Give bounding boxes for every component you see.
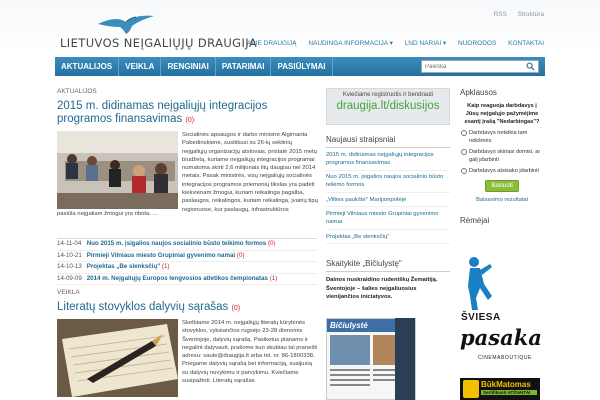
poll-title: Apklausos (460, 88, 497, 97)
magazine-teaser: Dainos nuskraidino rudeniškų Žemaitiją. Šventojoje – šalies neįgaliuosius vienijančios iniciatyvos. (326, 277, 438, 300)
menu-item-news[interactable]: AKTUALIJOS (55, 57, 119, 76)
site-header (0, 0, 600, 56)
news-date: 14-10-21 (57, 251, 82, 259)
menu-item-offers[interactable]: PASIŪLYMAI (271, 57, 332, 76)
poll-option-label: Darbdavys neteikia tam reikšmės (469, 130, 528, 144)
list-item (57, 251, 317, 263)
latest-articles-title: Naujausi straipsniai (326, 135, 450, 148)
news-date: 14-11-04 (57, 240, 82, 247)
sviesa-logo-icon[interactable] (462, 256, 494, 312)
latest-article-link[interactable]: „Vilties paukštė" Marijampolėje (326, 193, 450, 207)
nav-useful-info[interactable]: NAUDINGA INFORMACIJA ▾ (308, 40, 393, 47)
comment-count: (1) (269, 274, 278, 282)
search-icon[interactable] (526, 62, 535, 71)
sponsor-pasaka-subtitle: CINEMABOUTIQUE (478, 355, 532, 361)
nav-members[interactable]: LND NARIAI ▾ (404, 40, 447, 47)
news-list (57, 238, 317, 285)
article-title[interactable] (57, 100, 317, 127)
register-text: Kviečiame registruotis ir bendrauti (342, 92, 434, 98)
article-body (57, 319, 317, 400)
latest-article-link[interactable]: Pirmieji Vilniaus miesto Grupiniai gyvenimo namai (326, 207, 450, 230)
register-banner[interactable] (326, 88, 450, 125)
reflective-figure-icon (463, 380, 479, 398)
middle-column (326, 88, 450, 244)
news-date: 14-10-13 (57, 263, 82, 270)
list-item (57, 239, 317, 251)
article-excerpt-tail: pasiūla neįgaliam žmogui yra ribota. ... (57, 211, 158, 217)
nav-links[interactable]: NUORODOS (458, 40, 497, 47)
section-label-activity: VEIKLA (57, 289, 80, 296)
magazine-name: Bičiulystė (327, 319, 415, 332)
meeting-photo[interactable] (57, 131, 178, 209)
news-link[interactable]: Projektas „Be slenksčių" (86, 263, 161, 270)
comment-count: (1) (161, 263, 170, 270)
poll-question: Kaip reaguoja darbdavys į Jūsų neįgalųjo pažymėjime esantį įrašą "Nedarbingas"? (464, 103, 540, 125)
register-link[interactable]: draugija.lt/diskusijos (336, 100, 440, 112)
comment-count: (0) (267, 240, 276, 247)
menu-item-events[interactable]: RENGINIAI (161, 57, 215, 76)
activity-section (57, 289, 317, 400)
search-input[interactable] (422, 61, 522, 72)
magazine-section (326, 259, 450, 302)
sponsor-pasaka[interactable]: pasaka (460, 325, 542, 350)
vote-button[interactable]: Balsuoti (485, 180, 518, 192)
radio-button[interactable] (461, 130, 467, 136)
poll-option[interactable] (460, 129, 544, 145)
site-name[interactable]: LIETUVOS NEĮGALIŲJŲ DRAUGIJA (60, 36, 258, 50)
comment-count: (0) (236, 251, 245, 259)
news-link[interactable]: 2014 m. Neįgaliųjų Europos lengvosios atletikos čempionatas (86, 274, 268, 282)
search-box (421, 60, 539, 73)
latest-article-link[interactable]: Nuo 2015 m. įsigalios naujos socialinio būsto teikimo formos (326, 171, 450, 194)
main-column (57, 88, 317, 285)
poll-option[interactable] (460, 167, 544, 175)
list-item (57, 274, 317, 286)
menu-item-activity[interactable]: VEIKLA (119, 57, 161, 76)
news-link[interactable]: Nuo 2015 m. įsigalios naujos socialinio būsto teikimo formos (86, 240, 267, 247)
poll-option-label: Darbdavys skiriasi domisi, ar galį įdarbinti (469, 149, 541, 163)
sidebar (460, 88, 544, 225)
list-item (57, 262, 317, 274)
poll-option-label: Darbdavys atsisako įdarbinti (469, 168, 539, 174)
rss-link[interactable]: RSS (493, 11, 507, 18)
nav-contacts[interactable]: KONTAKTAI (508, 40, 544, 47)
top-links (484, 11, 544, 18)
news-date: 14-09-09 (57, 274, 82, 282)
latest-article-link[interactable]: Projektas „Be slenksčių" (326, 230, 450, 244)
article-title-text[interactable]: Literatų stovyklos dalyvių sąrašas (57, 301, 229, 313)
sponsor-bukmatomas-name: BūkMatomas (481, 380, 531, 389)
radio-button[interactable] (461, 149, 467, 155)
latest-article-link[interactable]: 2015 m. didinamas neįgaliųjų integracijos programos finansavimas (326, 148, 450, 171)
magazine-section-title: Skaitykite „Bičiulystę" (326, 259, 450, 272)
comment-count: (0) (231, 305, 241, 312)
news-link[interactable]: Pirmieji Vilniaus miesto Grupiniai gyvenimo namai (86, 251, 236, 259)
comment-count: (0) (185, 117, 195, 124)
article-excerpt: Skelbiame 2014 m. neįgaliųjų literatų kūrybinės stovyklos, vyksiančios rugsėjo 23-28 dienomis Šventojoje, dalyvių sąrašą. Pasiketus planams ir negalint dalyvauti, prašome kuo skubiau tai pranešti adresu: saule@draugija.lt arba tel. nr. 86-1800338. Priegame dalyvių sąrašą bei informaciją, susijusią su dalyvių nuvykimu ir parvykimu. Kviečiame susipažinti. Literatų sąrašas (182, 320, 318, 385)
magazine-cover-back (395, 318, 415, 400)
section-label-news: AKTUALIJOS (57, 88, 97, 95)
pen-paper-photo[interactable] (57, 319, 178, 397)
sponsor-sviesa[interactable]: ŠVIESA (461, 312, 501, 323)
nav-about[interactable]: APIE DRAUGIJĄ (247, 40, 297, 47)
structure-link[interactable]: Struktūra (517, 11, 544, 18)
bird-logo-icon[interactable] (96, 12, 156, 36)
poll-option[interactable] (460, 148, 544, 164)
sponsor-bukmatomas-subtitle: Sertifikuoti ATŠVAITAI (481, 390, 537, 395)
poll-results-link[interactable]: Balsavimo rezultatai (476, 197, 528, 203)
article-excerpt: Socialinės apsaugos ir darbo ministrė Algimanta Pabedinskienė, susitikusi su 26-ių sektinių neįgaliųjų organizacijų atstovais, pristatė 2015 metų biudžetą, kuriame neįgaliųjų integracijos programai numatoma skirti 2,6 milijonais litų daugiau nei 2014 metais. Pasak ministrės, visų neįgaliųjų socialinės integracijos programos priemonių tikslas yra padėti kiekvienam žmogui, kuriam reikalinga pagalba, paslaugos, reikalingos, kuriam reikalinga, įvairių tipų regionuose, kur paslaugų, infrastruktūros (182, 132, 318, 213)
sponsor-bukmatomas[interactable] (460, 378, 540, 400)
sponsors-title: Rėmėjai (460, 216, 490, 225)
menu-item-tips[interactable]: PATARIMAI (216, 57, 272, 76)
category-menu (55, 57, 545, 76)
radio-button[interactable] (461, 168, 467, 174)
article-body (57, 131, 317, 232)
main-nav (237, 39, 544, 47)
article-title-text[interactable]: 2015 m. didinamas neįgaliųjų integracijos programos finansavimas (57, 100, 268, 125)
article-title[interactable] (57, 301, 317, 315)
